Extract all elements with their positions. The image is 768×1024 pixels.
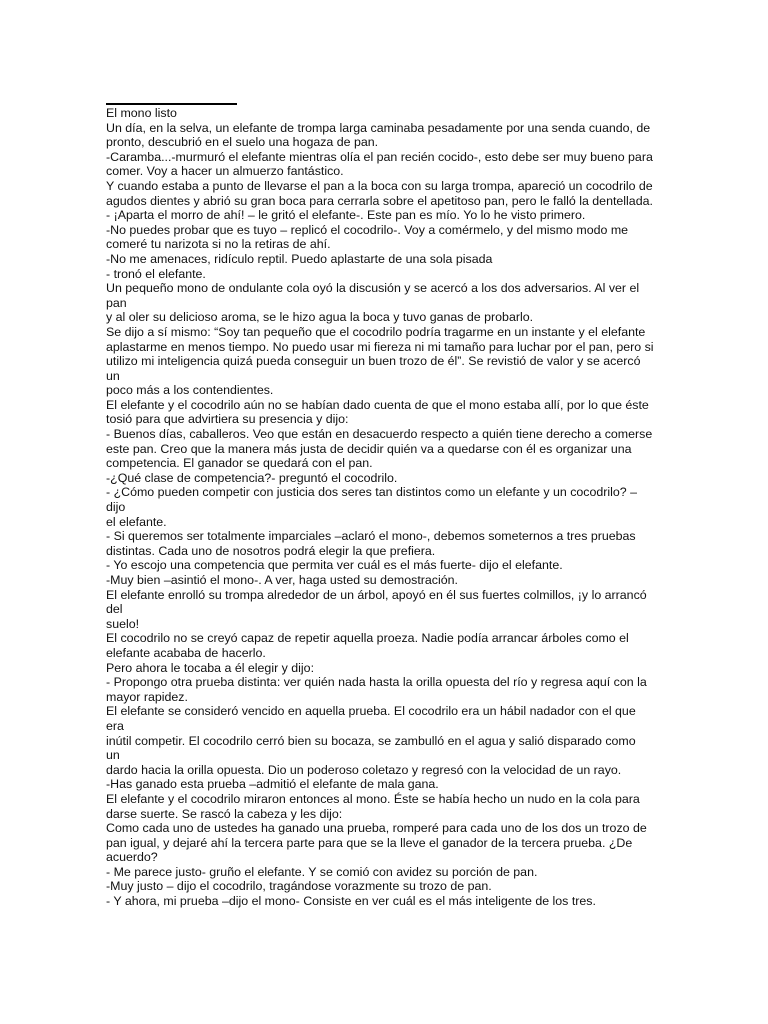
story-line: -Has ganado esta prueba –admitió el elefante de mala gana. (106, 777, 439, 792)
story-line: un (106, 368, 120, 383)
story-line: aplastarme en menos tiempo. No puedo usar mi fiereza ni mi tamaño para luchar por el pan, pero si (106, 339, 654, 354)
story-title: El mono listo (106, 106, 177, 120)
story-line: comeré tu narizota si no la retiras de ahí. (106, 237, 331, 252)
story-line: suelo! (106, 616, 140, 631)
story-line: inútil competir. El cocodrilo cerró bien su bocaza, se zambulló en el agua y salió disparado como (106, 733, 636, 748)
story-line: El cocodrilo no se creyó capaz de repetir aquella proeza. Nadie podía arrancar árboles como el (106, 631, 629, 646)
story-line: este pan. Creo que la manera más justa de decidir quién va a quedarse con él es organizar una (106, 441, 632, 456)
story-line: competencia. El ganador se quedará con el pan. (106, 456, 373, 471)
story-line: tosió para que advirtiera su presencia y dijo: (106, 412, 349, 427)
story-line: Un pequeño mono de ondulante cola oyó la discusión y se acercó a los dos adversarios. Al ver el (106, 281, 640, 296)
story-line: agudos dientes y abrió su gran boca para cerrarla sobre el apetitoso pan, pero le falló la dentellada. (106, 193, 653, 208)
story-line: El elefante se consideró vencido en aquella prueba. El cocodrilo era un hábil nadador con el que (106, 704, 636, 719)
story-line: y al oler su delicioso aroma, se le hizo agua la boca y tuvo ganas de probarlo. (106, 310, 534, 325)
story-line: - ¿Cómo pueden competir con justicia dos seres tan distintos como un elefante y un cocodrilo? – (106, 485, 638, 500)
story-text (106, 106, 666, 909)
story-line: - Propongo otra prueba distinta: ver quién nada hasta la orilla opuesta del río y regresa aquí con la (106, 675, 647, 690)
story-line: Pero ahora le tocaba a él elegir y dijo: (106, 660, 315, 675)
story-line: darse suerte. Se rascó la cabeza y les dijo: (106, 806, 343, 821)
story-line: dardo hacia la orilla opuesta. Dio un poderoso coletazo y regresó con la velocidad de un rayo. (106, 762, 622, 777)
story-line: - Si queremos ser totalmente imparciales –aclaró el mono-, debemos someternos a tres pruebas (106, 529, 636, 544)
story-line: mayor rapidez. (106, 689, 188, 704)
story-line: -No me amenaces, ridículo reptil. Puedo aplastarte de una sola pisada (106, 251, 493, 266)
story-line: elefante acababa de hacerlo. (106, 645, 266, 660)
story-line: un (106, 748, 120, 763)
story-line: Un día, en la selva, un elefante de trompa larga caminaba pesadamente por una senda cuando, de (106, 120, 651, 135)
story-line: Como cada uno de ustedes ha ganado una prueba, romperé para cada uno de los dos un trozo de (106, 821, 647, 836)
story-line: - Buenos días, caballeros. Veo que están en desacuerdo respecto a quién tiene derecho a comerse (106, 427, 653, 442)
story-line: - ¡Aparta el morro de ahí! – le gritó el elefante-. Este pan es mío. Yo lo he visto primero. (106, 208, 586, 223)
story-line: -Caramba...-murmuró el elefante mientras olía el pan recién cocido-, esto debe ser muy bueno para (106, 149, 653, 164)
story-line: El elefante y el cocodrilo aún no se habían dado cuenta de que el mono estaba allí, por lo que éste (106, 397, 649, 412)
story-line: -Muy bien –asintió el mono-. A ver, haga usted su demostración. (106, 573, 458, 587)
story-line: -Muy justo – dijo el cocodrilo, tragándose vorazmente su trozo de pan. (106, 879, 492, 894)
story-line: El elefante y el cocodrilo miraron entonces al mono. Éste se había hecho un nudo en la cola para (106, 791, 640, 806)
story-line: - Yo escojo una competencia que permita ver cuál es el más fuerte- dijo el elefante. (106, 558, 563, 573)
story-line: dijo (106, 500, 126, 515)
story-line: utilizo mi inteligencia quizá pueda conseguir un buen trozo de él”. Se revistió de valor y se acercó (106, 354, 641, 369)
story-line: era (106, 718, 124, 733)
story-line: acuerdo? (106, 850, 158, 865)
story-line: -No puedes probar que es tuyo – replicó el cocodrilo-. Voy a comérmelo, y del mismo modo me (106, 222, 629, 237)
story-line: Y cuando estaba a punto de llevarse el pan a la boca con su larga trompa, apareció un cocodrilo de (106, 178, 653, 193)
story-line: - Me parece justo- gruño el elefante. Y se comió con avidez su porción de pan. (106, 864, 538, 879)
story-line: del (106, 602, 123, 617)
story-line: Se dijo a sí mismo: “Soy tan pequeño que el cocodrilo podría tragarme en un instante y el elefante (106, 324, 646, 339)
story-line: - tronó el elefante. (106, 266, 206, 281)
story-line: pronto, descubrió en el suelo una hogaza de pan. (106, 135, 379, 150)
story-line: distintas. Cada uno de nosotros podrá elegir la que prefiera. (106, 543, 436, 558)
story-line: El elefante enrolló su trompa alrededor de un árbol, apoyó en él sus fuertes colmillos, ¡y lo arrancó (106, 587, 647, 602)
story-line: pan igual, y dejaré ahí la tercera parte para que se la lleve el ganador de la tercera prueba. ¿De (106, 835, 633, 850)
story-line: - Y ahora, mi prueba –dijo el mono- Consiste en ver cuál es el más inteligente de los tres. (106, 894, 596, 909)
story-line: -¿Qué clase de competencia?- preguntó el cocodrilo. (106, 470, 398, 485)
story-line: poco más a los contendientes. (106, 383, 274, 398)
story-line: comer. Voy a hacer un almuerzo fantástico. (106, 164, 344, 179)
story-line: el elefante. (106, 514, 167, 529)
story-line: pan (106, 295, 127, 310)
header-rule (106, 103, 237, 105)
